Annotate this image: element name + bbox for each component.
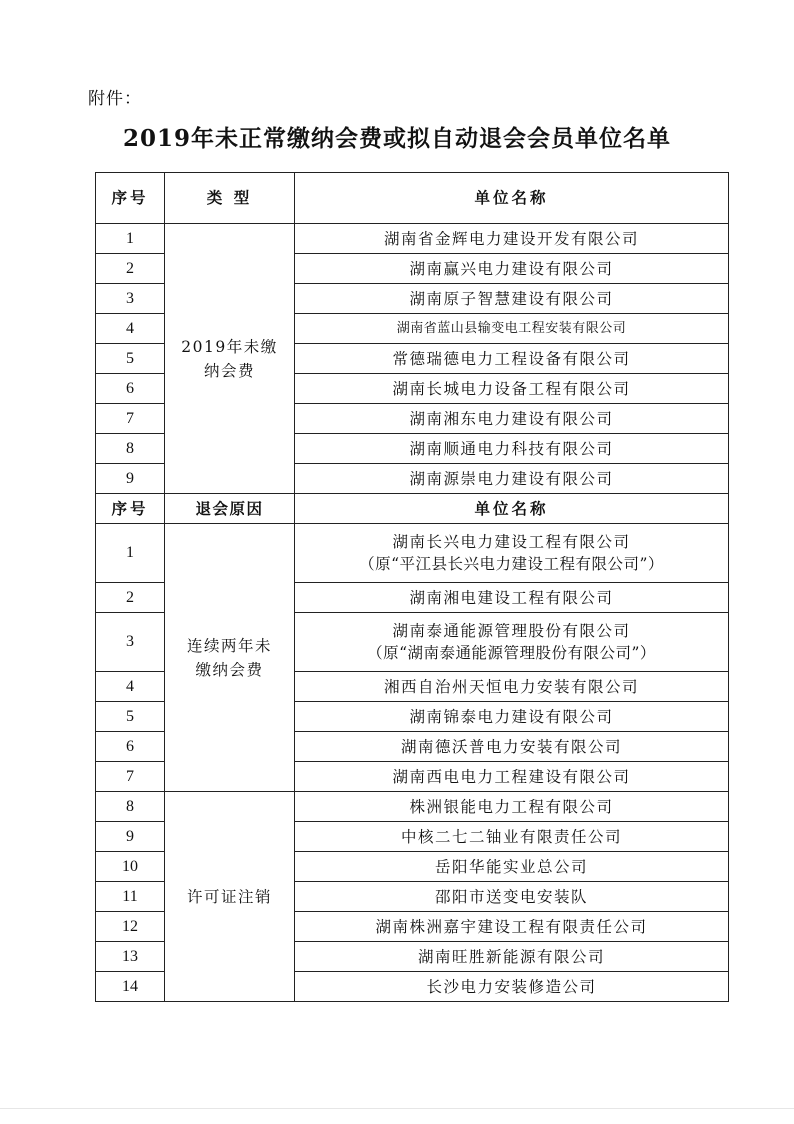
document-title: 2019年未正常缴纳会费或拟自动退会会员单位名单 [122, 125, 671, 152]
row-number: 14 [96, 972, 165, 1002]
page-edge-divider [0, 1108, 794, 1109]
row-number: 1 [96, 224, 165, 254]
unit-name: 湖南长城电力设备工程有限公司 [295, 374, 729, 404]
row-number: 3 [96, 284, 165, 314]
unit-name-current: 湖南长兴电力建设工程有限公司 [392, 533, 631, 551]
row-number: 5 [96, 344, 165, 374]
row-number: 4 [96, 314, 165, 344]
row-number: 11 [96, 882, 165, 912]
row-number: 5 [96, 702, 165, 732]
unit-name [295, 524, 729, 583]
unit-name: 湖南锦泰电力建设有限公司 [295, 702, 729, 732]
row-number: 10 [96, 852, 165, 882]
table-row [96, 524, 729, 583]
header-no: 序号 [96, 494, 165, 524]
header-unit-name: 单位名称 [295, 494, 729, 524]
table-header-row [96, 173, 729, 224]
unit-name: 湖南湘电建设工程有限公司 [295, 583, 729, 613]
row-number: 8 [96, 792, 165, 822]
unit-name-current: 湖南泰通能源管理股份有限公司 [392, 622, 631, 640]
row-number: 6 [96, 374, 165, 404]
unit-name: 湖南赢兴电力建设有限公司 [295, 254, 729, 284]
reason-cell: 连续两年未缴纳会费 [165, 524, 295, 792]
table-header-row [96, 494, 729, 524]
unit-name: 湖南省金辉电力建设开发有限公司 [295, 224, 729, 254]
row-number: 6 [96, 732, 165, 762]
row-number: 7 [96, 404, 165, 434]
unit-name: 株洲银能电力工程有限公司 [295, 792, 729, 822]
row-number: 3 [96, 613, 165, 672]
row-number: 4 [96, 672, 165, 702]
unit-name: 湖南原子智慧建设有限公司 [295, 284, 729, 314]
row-number: 13 [96, 942, 165, 972]
row-number: 9 [96, 464, 165, 494]
header-unit-name: 单位名称 [295, 173, 729, 224]
unit-name-former: （原“平江县长兴电力建设工程有限公司”） [359, 555, 664, 573]
header-reason: 退会原因 [165, 494, 295, 524]
unit-name: 湖南湘东电力建设有限公司 [295, 404, 729, 434]
header-type: 类 型 [165, 173, 295, 224]
row-number: 2 [96, 254, 165, 284]
category-cell: 2019年未缴纳会费 [165, 224, 295, 494]
unit-name: 岳阳华能实业总公司 [295, 852, 729, 882]
table-row [96, 792, 729, 822]
unit-name: 湖南株洲嘉宇建设工程有限责任公司 [295, 912, 729, 942]
unit-name: 邵阳市送变电安装队 [295, 882, 729, 912]
unit-name: 中核二七二铀业有限责任公司 [295, 822, 729, 852]
unit-name: 湖南西电电力工程建设有限公司 [295, 762, 729, 792]
unit-name: 湖南省蓝山县输变电工程安装有限公司 [295, 314, 729, 344]
member-unit-table [95, 172, 729, 1002]
reason-cell: 许可证注销 [165, 792, 295, 1002]
unit-name: 湖南德沃普电力安装有限公司 [295, 732, 729, 762]
row-number: 1 [96, 524, 165, 583]
table-row [96, 224, 729, 254]
unit-name: 湖南旺胜新能源有限公司 [295, 942, 729, 972]
unit-name: 常德瑞德电力工程设备有限公司 [295, 344, 729, 374]
unit-name-former: （原“湖南泰通能源管理股份有限公司”） [367, 644, 656, 662]
row-number: 7 [96, 762, 165, 792]
row-number: 12 [96, 912, 165, 942]
row-number: 8 [96, 434, 165, 464]
unit-name: 湘西自治州天恒电力安装有限公司 [295, 672, 729, 702]
attachment-label: 附件： [88, 89, 142, 109]
header-no: 序号 [96, 173, 165, 224]
unit-name [295, 613, 729, 672]
unit-name: 湖南顺通电力科技有限公司 [295, 434, 729, 464]
row-number: 2 [96, 583, 165, 613]
unit-name: 湖南源崇电力建设有限公司 [295, 464, 729, 494]
row-number: 9 [96, 822, 165, 852]
unit-name: 长沙电力安装修造公司 [295, 972, 729, 1002]
